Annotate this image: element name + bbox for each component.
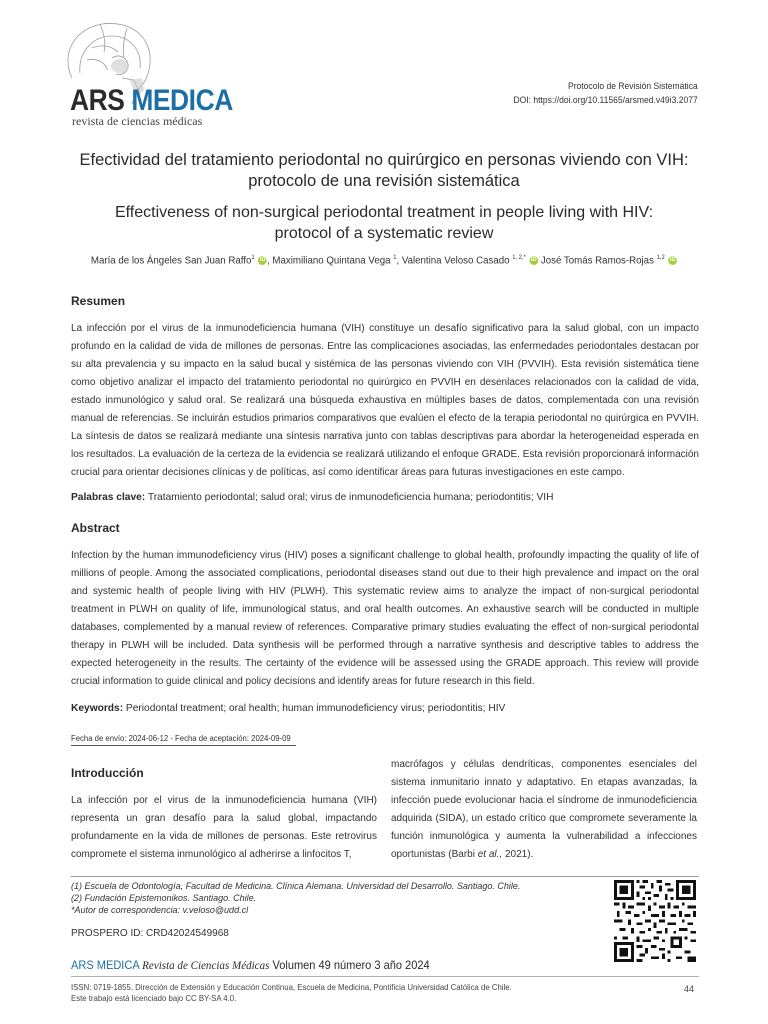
abstract-text: Infection by the human immunodeficiency virus (HIV) poses a significant challenge to global health, profoundly impacting the quality of life of millions of people. Among the associated complications, periodontal diseases stand out due to their high prevalence and impact on the oral and systemic health of people living with HIV (PLWH). This systematic review aims to analyze the impact of non-surgical periodontal treatment in PLWH on quality of life, immunological status, and oral health outcomes. An exhaustive search will be conducted in multiple databases, complemented by a manual review of references. Comparative primary studies evaluating the effect of non-surgical periodontal therapy in PLWH will be included. Data synthesis will be performed through a narrative synthesis and descriptive tables to address the expected heterogeneity in the results. The certainty of the evidence will be assessed using the GRADE approach. This review will provide crucial information to guide clinical and policy decisions and identify areas for future research in this field. <box>71 550 699 687</box>
article-header <box>514 80 698 108</box>
page-number: 44 <box>684 984 695 994</box>
journal-fullname: Revista de Ciencias Médicas <box>142 958 270 972</box>
resumen-heading: Resumen <box>71 294 126 308</box>
license-line: Este trabajo está licenciado bajo CC BY-SA 4.0. <box>71 994 237 1003</box>
resumen-text: La infección por el virus de la inmunodeficiencia humana (VIH) constituye un desafío significativo para la salud global, con un impacto profundo en la calidad de vida de millones de personas. Entre las complicaciones asociadas, las enfermedades periodontales destacan por su alta prevalencia y su impacto en la salud bucal y sistémica de las personas viviendo con VIH (PVVIH). Esta revisión sistemática tiene como objetivo analizar el impacto del tratamiento periodontal no quirúrgico en PVVIH en desenlaces relacionados con la calidad de vida, estado inmunológico y salud oral. Se realizará una búsqueda exhaustiva en múltiples bases de datos, complementada con una revisión manual de referencias. Se incluirán estudios primarios comparativos que evalúen el efecto de la terapia periodontal no quirúrgica en PVVIH. La síntesis de datos se realizará mediante una síntesis narrativa junto con tablas descriptivas para abordar la heterogeneidad esperada en los resultados. La evaluación de la certeza de la evidencia se realizará utilizando el enfoque GRADE. Esta revisión proporcionará información crucial para orientar decisiones clínicas y de políticas, así como identificar áreas para futuras investigaciones en este campo. <box>71 323 699 478</box>
page-footer <box>71 982 512 1004</box>
title-english: Effectiveness of non-surgical periodontal treatment in people living with HIV: protocol of a systematic review <box>114 204 654 242</box>
affiliations <box>71 880 520 916</box>
logo-wordmark: ARS MEDICA <box>70 84 233 117</box>
intro-heading: Introducción <box>71 766 144 780</box>
intro-left-column: La infección por el virus de la inmunodeficiencia humana (VIH) representa un gran desafío para la salud global, impactando profundamente en la vida de millones de personas. Este retrovirus compromete el sistema inmunológico al adherirse a linfocitos T, <box>71 795 377 860</box>
prospero-id: PROSPERO ID: CRD42024549968 <box>71 928 229 939</box>
divider <box>71 876 699 877</box>
submission-dates: Fecha de envío: 2024-06-12 - Fecha de aceptación: 2024-09-09 <box>71 733 296 746</box>
journal-name: ARS MEDICA <box>71 958 140 972</box>
intro-right-column: macrófagos y células dendríticas, componentes esenciales del sistema inmunitario innato y adaptativo. En etapas avanzadas, la infección puede evolucionar hacia el síndrome de inmunodeficiencia adquirida (SIDA), un estado crítico que compromete severamente la función inmunológica y aumenta la vulnerabilidad a infecciones oportunistas (Barbi et al., 2021). <box>391 759 697 860</box>
orcid-icon[interactable]: iD <box>669 257 676 264</box>
resumen-keywords: Palabras clave: Tratamiento periodontal; salud oral; virus de inmunodeficiencia humana; periodontitis; VIH <box>71 492 554 503</box>
journal-logo <box>52 18 232 130</box>
orcid-icon[interactable]: iD <box>530 257 537 264</box>
issn-line: ISSN: 0719-1855. Dirección de Extensión y Educación Continua, Escuela de Medicina, Pontificia Universidad Católica de Chile. <box>71 983 512 992</box>
journal-citation <box>71 958 430 973</box>
title-spanish: Efectividad del tratamiento periodontal no quirúrgico en personas viviendo con VIH: protocolo de una revisión sistemática <box>79 151 689 190</box>
orcid-icon[interactable]: iD <box>259 257 266 264</box>
author-4: José Tomás Ramos-Rojas <box>538 255 654 267</box>
author-1: María de los Ángeles San Juan Raffo <box>90 255 252 267</box>
author-list: María de los Ángeles San Juan Raffo$^1$ iD, Maximiliano Quintana Vega $^1$, Valentina Veloso Casado $^{1, 2,*}$ iD José Tomás Ramos-Rojas $^{1,2}$ iD <box>90 255 676 267</box>
corresponding-author: *Autor de correspondencia: v.veloso@udd.cl <box>71 905 249 915</box>
abstract-keywords: Keywords: Periodontal treatment; oral health; human immunodeficiency virus; periodontitis; HIV <box>71 703 506 714</box>
divider <box>71 976 699 977</box>
doi-link[interactable]: DOI: https://doi.org/10.11565/arsmed.v49i3.2077 <box>513 95 698 106</box>
abstract-heading: Abstract <box>71 521 120 535</box>
qr-code-icon[interactable] <box>614 880 696 962</box>
author-2: , Maximiliano Quintana Vega <box>267 255 391 267</box>
logo-subtitle: revista de ciencias médicas <box>72 114 203 128</box>
affiliation-1: (1) Escuela de Odontología, Facultad de Medicina. Clínica Alemana. Universidad del Desarrollo. Santiago. Chile. <box>71 881 521 891</box>
author-3: , Valentina Veloso Casado <box>396 255 510 267</box>
article-type: Protocolo de Revisión Sistemática <box>568 81 698 92</box>
affiliation-2: (2) Fundación Epistemonikos. Santiago. Chile. <box>71 893 257 903</box>
journal-volume: Volumen 49 número 3 año 2024 <box>272 958 430 972</box>
